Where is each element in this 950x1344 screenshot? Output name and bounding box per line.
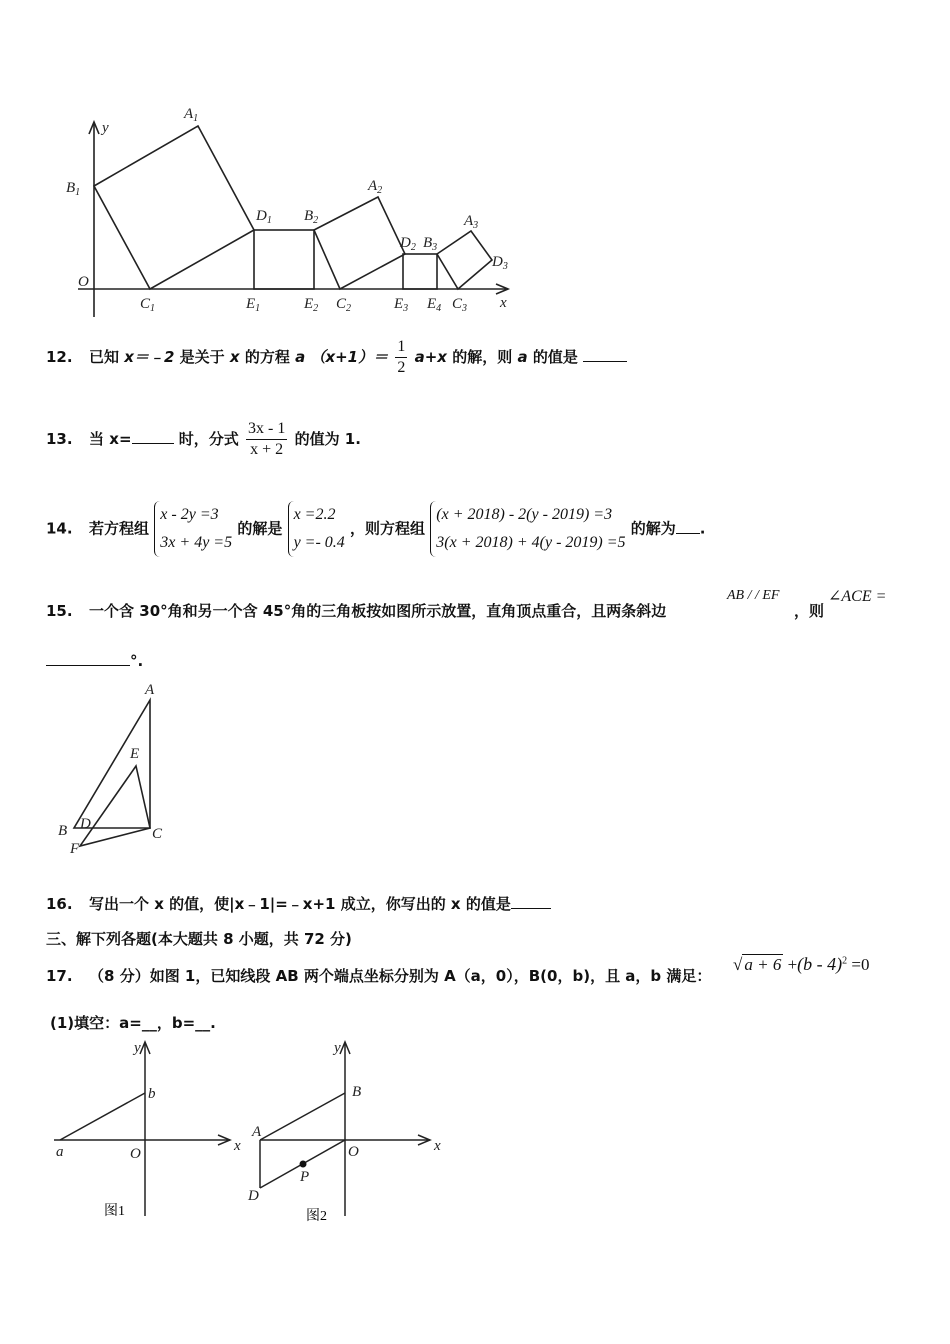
triangle-DEF	[80, 766, 150, 846]
question-14: 14. 若方程组 x - 2y =3 3x + 4y =5 的解是 x =2.2 y =- 0.4 ，则方程组 (x + 2018) - 2(y - 2019) =3 3(x + 2018) + 4(y - 2019) =5 的解为 .	[46, 501, 705, 557]
label-y: y	[134, 1040, 141, 1056]
question-15: 15. 一个含 30°角和另一个含 45°角的三角板按如图所示放置，直角顶点重合，且两条斜边	[46, 602, 667, 620]
label-D3: $D_3$	[492, 254, 508, 272]
label-C: C	[152, 826, 163, 842]
label-E1: $E_1$	[246, 296, 261, 314]
label-D: D	[80, 816, 91, 832]
equation-system-3: (x + 2018) - 2(y - 2019) =3 3(x + 2018) + 4(y - 2019) =5	[430, 501, 625, 557]
label-B: B	[352, 1084, 362, 1100]
label-A1: $A_1$	[184, 106, 199, 124]
label-y: y	[102, 120, 109, 136]
answer-blank[interactable]	[583, 349, 627, 362]
label-A3: $A_3$	[464, 213, 479, 231]
label-C1: $C_1$	[140, 296, 156, 314]
figure-2	[240, 1038, 460, 1228]
question-13: 13. 当 x= 时，分式 $\frac{3x - 1}{x + 2}$ 的值为 1.	[46, 420, 361, 458]
label-E2: $E_2$	[304, 296, 319, 314]
label-O: O	[130, 1146, 141, 1162]
label-y: y	[334, 1040, 341, 1056]
parallel-expression: AB / / EF	[727, 588, 780, 603]
label-D: D	[248, 1188, 259, 1204]
answer-blank[interactable]	[511, 896, 551, 909]
question-17-part-1: (1)填空：a=__，b=__.	[50, 1014, 216, 1032]
square-1	[94, 126, 254, 289]
equation-system-2: x =2.2 y =- 0.4	[288, 501, 345, 557]
label-A2: $A_2$	[368, 178, 383, 196]
label-B2: $B_2$	[304, 208, 319, 226]
equation-system-1: x - 2y =3 3x + 4y =5	[154, 501, 232, 557]
fraction-expression: $\frac{3x - 1}{x + 2}$	[248, 420, 286, 458]
staircase-squares-figure	[60, 100, 530, 322]
square-e1	[254, 230, 314, 289]
figure-1	[50, 1038, 260, 1220]
square-e3	[403, 254, 437, 289]
label-A: A	[252, 1124, 262, 1140]
label-a: a	[56, 1144, 64, 1160]
question-17: 17. （8 分）如图 1，已知线段 AB 两个端点坐标分别为 A（a，0），B(0，b)，且 a，b 满足：	[46, 967, 712, 985]
label-A: A	[145, 682, 155, 698]
constraint-equation: √ a + 6 +(b - 4)$^2$ =0	[733, 954, 870, 974]
triangle-figure	[52, 678, 177, 860]
answer-blank[interactable]	[676, 521, 700, 534]
label-B1: $B_1$	[66, 180, 81, 198]
figure-1-caption: 图1	[104, 1204, 125, 1219]
question-12: 12. 已知 x＝﹣2 是关于 x 的方程 a （x+1）＝ $\frac{1}{2}$ a+x 的解，则 a 的值是	[46, 338, 627, 377]
segment-ab	[60, 1093, 145, 1140]
segment-ab	[260, 1093, 345, 1140]
label-x: x	[434, 1138, 441, 1154]
figure-2-caption: 图2	[306, 1209, 327, 1224]
fraction-one-half: $\frac{1}{2}$	[397, 338, 406, 376]
sqrt-sign: √	[733, 955, 743, 974]
question-15-then: ，则	[794, 602, 825, 620]
label-F: F	[70, 841, 80, 857]
label-C3: $C_3$	[452, 296, 468, 314]
label-D2: $D_2$	[400, 235, 416, 253]
section-3-title: 三、解下列各题(本大题共 8 小题，共 72 分)	[46, 930, 352, 948]
label-x: x	[234, 1138, 241, 1154]
label-P: P	[300, 1169, 310, 1185]
label-b: b	[148, 1086, 156, 1102]
label-D1: $D_1$	[256, 208, 272, 226]
question-15-answer-line: °.	[46, 652, 143, 670]
label-E3: $E_3$	[394, 296, 409, 314]
answer-blank[interactable]	[132, 431, 174, 444]
label-E: E	[130, 746, 140, 762]
square-3	[437, 231, 492, 289]
label-C2: $C_2$	[336, 296, 352, 314]
label-x: x	[500, 295, 507, 311]
label-B: B	[58, 823, 68, 839]
square-2	[314, 197, 405, 289]
point-p	[300, 1161, 307, 1168]
label-B3: $B_3$	[423, 235, 438, 253]
label-E4: $E_4$	[427, 296, 442, 314]
question-16: 16. 写出一个 x 的值，使|x﹣1|=﹣x+1 成立，你写出的 x 的值是	[46, 893, 551, 914]
label-O: O	[348, 1144, 359, 1160]
triangle-ABC	[74, 700, 150, 828]
answer-blank[interactable]	[46, 653, 130, 666]
angle-expression: ∠ACE =	[828, 588, 887, 605]
label-O: O	[78, 274, 89, 290]
